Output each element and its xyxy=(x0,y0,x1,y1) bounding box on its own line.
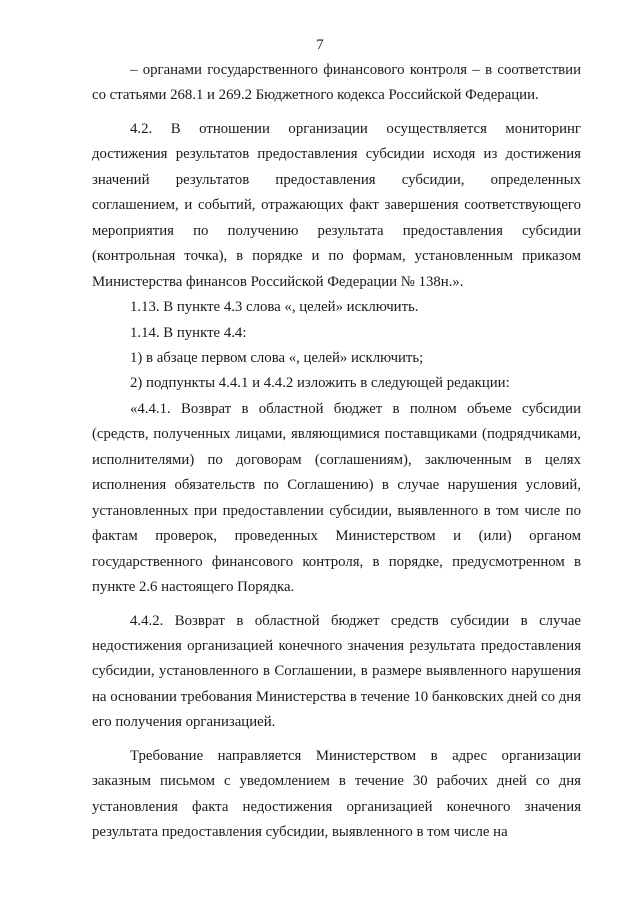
paragraph-4-4-1: «4.4.1. Возврат в областной бюджет в полном объеме субсидии (средств, полученных лицами, являющимися поставщиками (подрядчиками, исполнителями) по договорам (соглашениям), заключенным в целях исполнения обязательств по Соглашению) в случае нарушения условий, установленных при предоставлении субсидии, выявленного в том числе по фактам проверок, проведенных Министерством и (или) органом государственного финансового контроля, в порядке, предусмотренном в пункте 2.6 настоящего Порядка. xyxy=(92,400,581,596)
paragraph-item-1: 1) в абзаце первом слова «, целей» исключить; xyxy=(130,349,424,366)
paragraph-4-2: 4.2. В отношении организации осуществляется мониторинг достижения результатов предоставления субсидии исходя из достижения значений результатов предоставления субсидии, определенных соглашением, и событий, отражающих факт завершения соответствующего мероприятия по получению результата предоставления субсидии (контрольная точка), в порядке и по формам, установленным приказом Министерства финансов Российской Федерации № 138н.». xyxy=(92,120,581,290)
page-number: 7 xyxy=(316,37,324,53)
paragraph-requirement: Требование направляется Министерством в адрес организации заказным письмом с уведомлением в течение 30 рабочих дней со дня установления факта недостижения организацией конечного значения результата предоставления субсидии, выявленного в том числе на xyxy=(92,747,581,841)
document-body xyxy=(92,58,581,846)
paragraph-control-bodies: – органами государственного финансового контроля – в соответствии со статьями 268.1 и 269.2 Бюджетного кодекса Российской Федерации. xyxy=(92,62,581,104)
paragraph-1-13: 1.13. В пункте 4.3 слова «, целей» исключить. xyxy=(130,299,419,316)
paragraph-4-4-2: 4.4.2. Возврат в областной бюджет средств субсидии в случае недостижения организацией конечного значения результата предоставления субсидии, установленного в Соглашении, в размере выявленного нарушения на основании требования Министерства в течение 10 банковских дней со дня его получения организацией. xyxy=(92,612,581,731)
paragraph-item-2: 2) подпункты 4.4.1 и 4.4.2 изложить в следующей редакции: xyxy=(130,375,510,392)
paragraph-1-14: 1.14. В пункте 4.4: xyxy=(130,324,247,341)
